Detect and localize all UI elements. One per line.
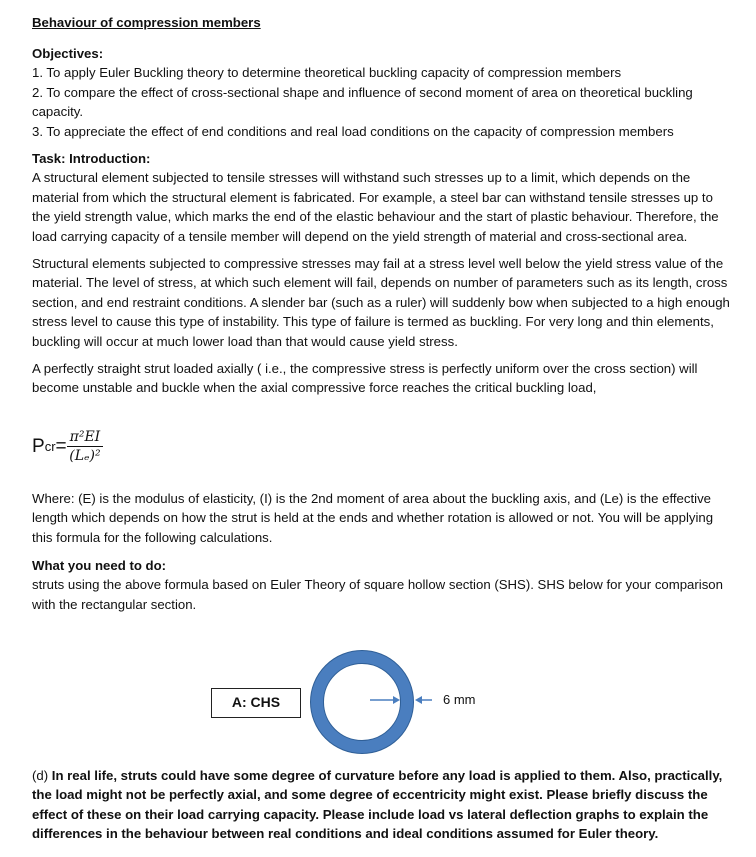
chs-label-box: A: CHS <box>211 688 301 718</box>
formula-subscript: cr <box>44 438 56 454</box>
formula-equals: = <box>55 435 67 457</box>
objective-item: 1. To apply Euler Buckling theory to determine theoretical buckling capacity of compression members <box>32 65 622 81</box>
formula-lhs: P <box>32 435 45 457</box>
objective-item: 2. To compare the effect of cross-sectional shape and influence of second moment of area on theoretical buckling capacity. <box>32 84 693 120</box>
document-title: Behaviour of compression members <box>32 15 261 30</box>
todo-section <box>32 556 734 614</box>
chs-inner-edge <box>324 664 401 741</box>
chs-ring-diagram <box>300 640 440 760</box>
formula-numerator: π²EI <box>67 428 104 447</box>
paragraph: Structural elements subjected to compressive stresses may fail at a stress level well below the yield stress value of the material. The level of stress, at which such element will fail, depends on number of parameters such as its length, cross section, and end restraint conditions. A slender bar (such as a ruler) will suddenly bow when subjected to a high enough stress level to cause this type of instability. This type of failure is termed as buckling. For very long and thin elements, buckling will occur at much lower load than that would cause yield stress. <box>32 256 730 349</box>
thickness-dimension: 6 mm <box>443 692 476 707</box>
task-heading: Task: Introduction: <box>32 151 151 166</box>
question-number: (d) <box>32 768 52 783</box>
todo-text: struts using the above formula based on Euler Theory of square hollow section (SHS). SHS below for your comparison with the rectangular section. <box>32 577 723 612</box>
paragraph: A perfectly straight strut loaded axially ( i.e., the compressive stress is perfectly uniform over the cross section) will become unstable and buckle when the axial compressive force reaches the critical buckling load, <box>32 361 698 396</box>
todo-heading: What you need to do: <box>32 558 167 573</box>
formula-denominator: (Lₑ)² <box>69 448 101 464</box>
objectives-section <box>32 44 734 141</box>
paragraph: A structural element subjected to tensile stresses will withstand such stresses up to a limit, which depends on the material from which the structural element is fabricated. For example, a steel bar can withstand tensile stresses up to the yield strength value, which marks the end of the elastic behaviour and the start of plastic behaviour. Therefore, the load carrying capacity of a tensile member will depend on the yield strength of material and cross-sectional area. <box>32 170 719 244</box>
task-section <box>32 149 734 398</box>
objective-item: 3. To appreciate the effect of end conditions and real load conditions on the capacity of compression members <box>32 123 674 139</box>
question-text: In real life, struts could have some degree of curvature before any load is applied to them. Also, practically, the load might not be perfectly axial, and some degree of eccentricity might exist. Please briefly discuss the effect of these on their load carrying capacity. Please include load vs lateral deflection graphs to explain the differences in the behaviour between real conditions and ideal conditions assumed for Euler theory. <box>32 768 723 842</box>
euler-formula <box>32 428 103 465</box>
where-paragraph: Where: (E) is the modulus of elasticity, (I) is the 2nd moment of area about the buckling axis, and (Le) is the effective length which depends on how the strut is held at the ends and whether rotation is allowed or not. You will be applying this formula for the following calculations. <box>32 491 714 545</box>
objectives-heading: Objectives: <box>32 46 104 61</box>
